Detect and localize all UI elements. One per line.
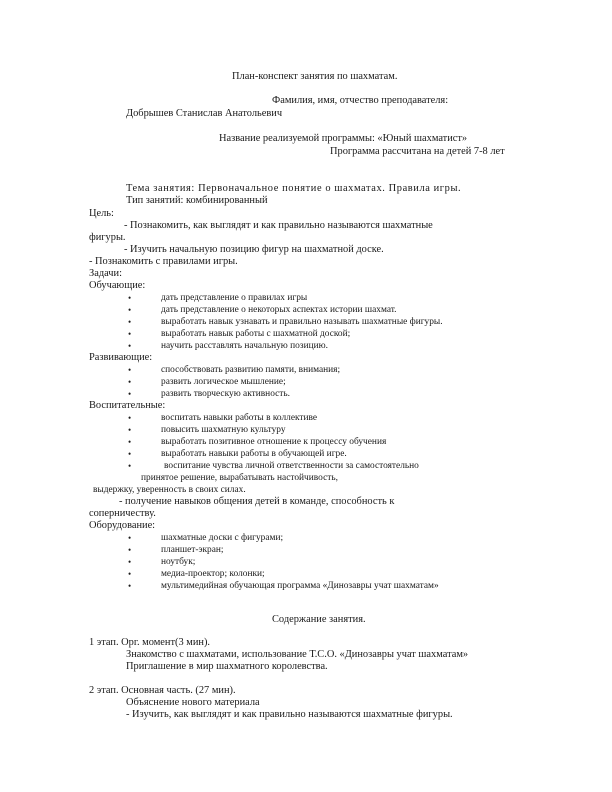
list-item: мультимедийная обучающая программа «Динозавры учат шахматам» (161, 581, 439, 591)
lesson-topic: Тема занятия: Первоначальное понятие о шахматах. Правила игры. (126, 183, 462, 194)
list-item: способствовать развитию памяти, внимания; (161, 365, 341, 375)
goal-item: - Изучить начальную позицию фигур на шахматной доске. (124, 244, 384, 255)
stage-2-title: 2 этап. Основная часть. (27 мин). (89, 685, 236, 696)
stage-2-line: - Изучить, как выглядят и как правильно называются шахматные фигуры. (126, 709, 453, 720)
goal-item: - Познакомить, как выглядят и как правильно называются шахматные (124, 220, 433, 231)
bullet-icon: • (128, 293, 132, 303)
list-item: выработать позитивное отношение к процессу обучения (161, 437, 387, 447)
teacher-name: Добрышев Станислав Анатольевич (126, 108, 283, 119)
bullet-icon: • (128, 413, 132, 423)
list-item: дать представление о правилах игры (161, 293, 308, 303)
list-item: выработать навык узнавать и правильно называть шахматные фигуры. (161, 317, 443, 327)
bullet-icon: • (128, 329, 132, 339)
list-item: - получение навыков общения детей в команде, способность к (119, 496, 395, 507)
bullet-icon: • (128, 305, 132, 315)
program-name: Название реализуемой программы: «Юный шахматист» (219, 133, 468, 144)
list-item: дать представление о некоторых аспектах истории шахмат. (161, 305, 397, 315)
list-item: повысить шахматную культуру (161, 425, 286, 435)
list-item: медиа-проектор; колонки; (161, 569, 265, 579)
content-heading: Содержание занятия. (272, 614, 366, 625)
equipment-label: Оборудование: (89, 520, 156, 531)
goal-label: Цель: (89, 208, 114, 219)
list-item: научить расставлять начальную позицию. (161, 341, 328, 351)
list-item: ноутбук; (161, 557, 196, 567)
list-item: воспитание чувства личной ответственности за самостоятельно (164, 461, 419, 471)
bullet-icon: • (128, 341, 132, 351)
list-item-continued: выдержку, уверенность в своих силах. (93, 485, 246, 495)
bullet-icon: • (128, 569, 132, 579)
program-age: Программа рассчитана на детей 7-8 лет (330, 146, 505, 157)
list-item: планшет-экран; (161, 545, 224, 555)
bullet-icon: • (128, 449, 132, 459)
bullet-icon: • (128, 581, 132, 591)
lesson-type: Тип занятий: комбинированный (126, 195, 268, 206)
educational-label: Обучающие: (89, 280, 146, 291)
bullet-icon: • (128, 545, 132, 555)
bullet-icon: • (128, 389, 132, 399)
stage-1-line: Приглашение в мир шахматного королевства. (126, 661, 328, 672)
bullet-icon: • (128, 461, 132, 471)
stage-1-title: 1 этап. Орг. момент(3 мин). (89, 637, 211, 648)
goal-item: фигуры. (89, 232, 126, 243)
bullet-icon: • (128, 437, 132, 447)
developing-label: Развивающие: (89, 352, 153, 363)
goal-item: - Познакомить с правилами игры. (89, 256, 238, 267)
bullet-icon: • (128, 377, 132, 387)
bullet-icon: • (128, 533, 132, 543)
bullet-icon: • (128, 425, 132, 435)
page-title: План-конспект занятия по шахматам. (232, 71, 398, 82)
list-item: выработать навык работы с шахматной доской; (161, 329, 351, 339)
bullet-icon: • (128, 317, 132, 327)
list-item: выработать навыки работы в обучающей игре. (161, 449, 347, 459)
tasks-label: Задачи: (89, 268, 122, 279)
list-item-continued: соперничеству. (89, 508, 156, 519)
upbringing-label: Воспитательные: (89, 400, 166, 411)
list-item: развить творческую активность. (161, 389, 290, 399)
teacher-label: Фамилия, имя, отчество преподавателя: (272, 95, 449, 106)
list-item: воспитать навыки работы в коллективе (161, 413, 318, 423)
list-item: развить логическое мышление; (161, 377, 286, 387)
stage-1-line: Знакомство с шахматами, использование Т.С.О. «Динозавры учат шахматам» (126, 649, 469, 660)
stage-2-line: Объяснение нового материала (126, 697, 260, 708)
list-item-continued: принятое решение, вырабатывать настойчивость, (141, 473, 338, 483)
bullet-icon: • (128, 557, 132, 567)
bullet-icon: • (128, 365, 132, 375)
list-item: шахматные доски с фигурами; (161, 533, 284, 543)
